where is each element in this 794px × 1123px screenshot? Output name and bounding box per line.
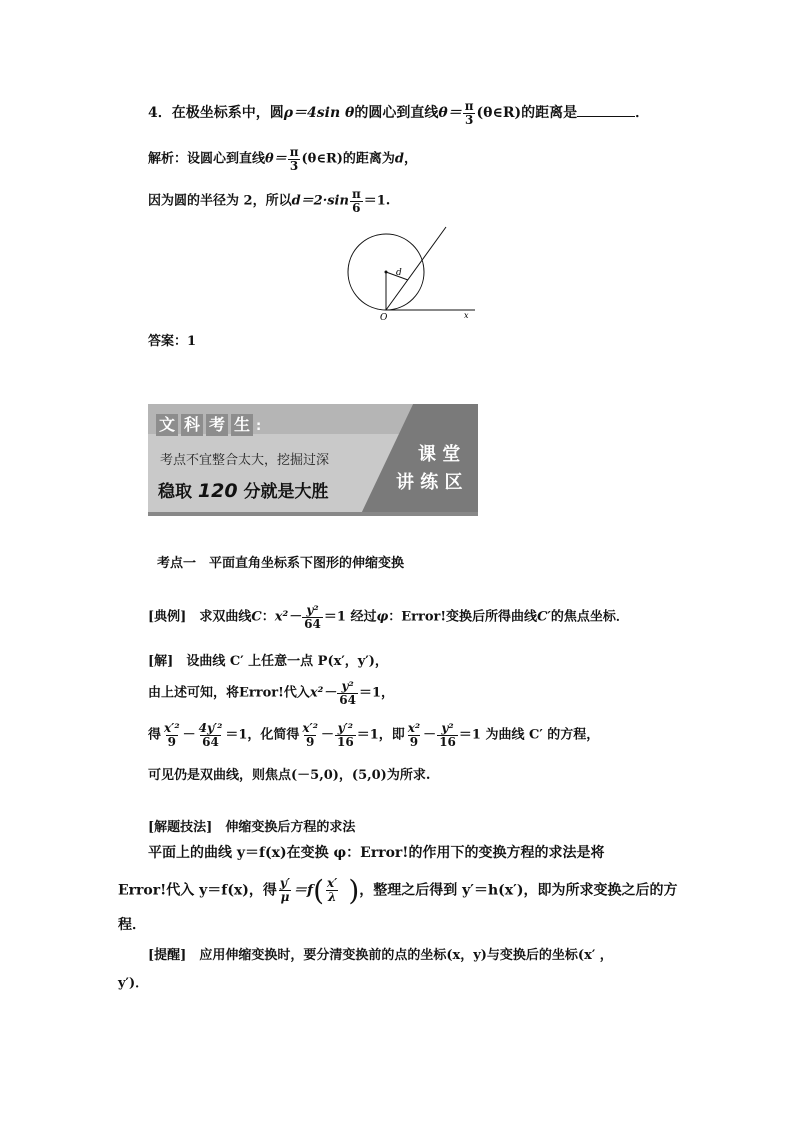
fraction: $\frac{\pi}{3}$ (464, 99, 474, 127)
banner-tags: 文 科 考 生 : (156, 414, 261, 436)
label-x: x (464, 311, 469, 320)
banner-side-1: 课 堂 (418, 444, 461, 465)
method-line-1: 平面上的曲线 y＝f(x)在变换 φ：Error!的作用下的变换方程的求法是将 (148, 845, 605, 861)
sol2-line-3: 得 $\frac{\text{x′²}}{9}$ － $\frac{\text{4y′²}}{64}$ ＝1，化简得 $\frac{\text{x′²}}{9}$ － $\frac{\text{y′²}}{16}$ ＝1，即 $\frac{\text{x²}}{9}$ － $\frac{\text{y²}}{16}$ ＝1 为曲线 C′ 的方程， (148, 721, 600, 749)
banner-side-2: 讲 练 区 (396, 472, 463, 493)
solution-line-2: 因为圆的半径为 2，所以d＝2·sin $\frac{\pi}{6}$ ＝1. (148, 187, 391, 215)
method-line-3: 程． (118, 917, 146, 933)
tip-line-2: y′)． (118, 976, 149, 991)
polar-line (386, 227, 446, 310)
section-banner (148, 404, 478, 516)
solution-line-1: 解析：设圆心到直线θ＝ $\frac{\pi}{3}$ (θ∈R)的距离为d， (148, 145, 418, 173)
tip-line-1: [提醒] 应用伸缩变换时，要分清变换前的点的坐标(x，y)与变换后的坐标(x′ ， (148, 948, 613, 963)
sol2-line-1: [解] 设曲线 C′ 上任意一点 P(x′，y′)， (148, 654, 388, 669)
sol2-line-4: 可见仍是双曲线，则焦点(－5,0)，(5,0)为所求. (148, 768, 431, 783)
center-point (385, 271, 388, 274)
sol2-line-2: 由上述可知，将Error!代入x²－ $\frac{\text{y²}}{64}$ ＝1， (148, 679, 395, 707)
method-line-2: Error!代入 y＝f(x)，得 $\frac{y'}{\mu}$ ＝f( $\frac{x'}{\lambda}$ )，整理之后得到 y′＝h(x′)，即为所求变换之后的方 (118, 874, 678, 907)
banner-line-1: 考点不宜整合太大，挖掘过深 (160, 453, 330, 468)
answer-blank (577, 104, 635, 117)
label-o: O (380, 313, 388, 320)
section-title: 考点一 平面直角坐标系下图形的伸缩变换 (157, 556, 405, 571)
label-d: d (396, 268, 402, 278)
banner-line-2: 稳取 120 分就是大胜 (158, 480, 329, 502)
method-title: [解题技法] 伸缩变换后方程的求法 (148, 820, 356, 835)
circle-diagram (340, 225, 480, 320)
answer-line: 答案：1 (148, 334, 197, 349)
example-line: [典例] 求双曲线C：x²－ $\frac{\text{y²}}{64}$ ＝1 经过φ：Error!变换后所得曲线C′的焦点坐标． (148, 603, 629, 631)
problem-line: 4．在极坐标系中，圆ρ＝4sin θ的圆心到直线θ＝ $\frac{\pi}{3}$ (θ∈R)的距离是 ． (148, 99, 650, 127)
